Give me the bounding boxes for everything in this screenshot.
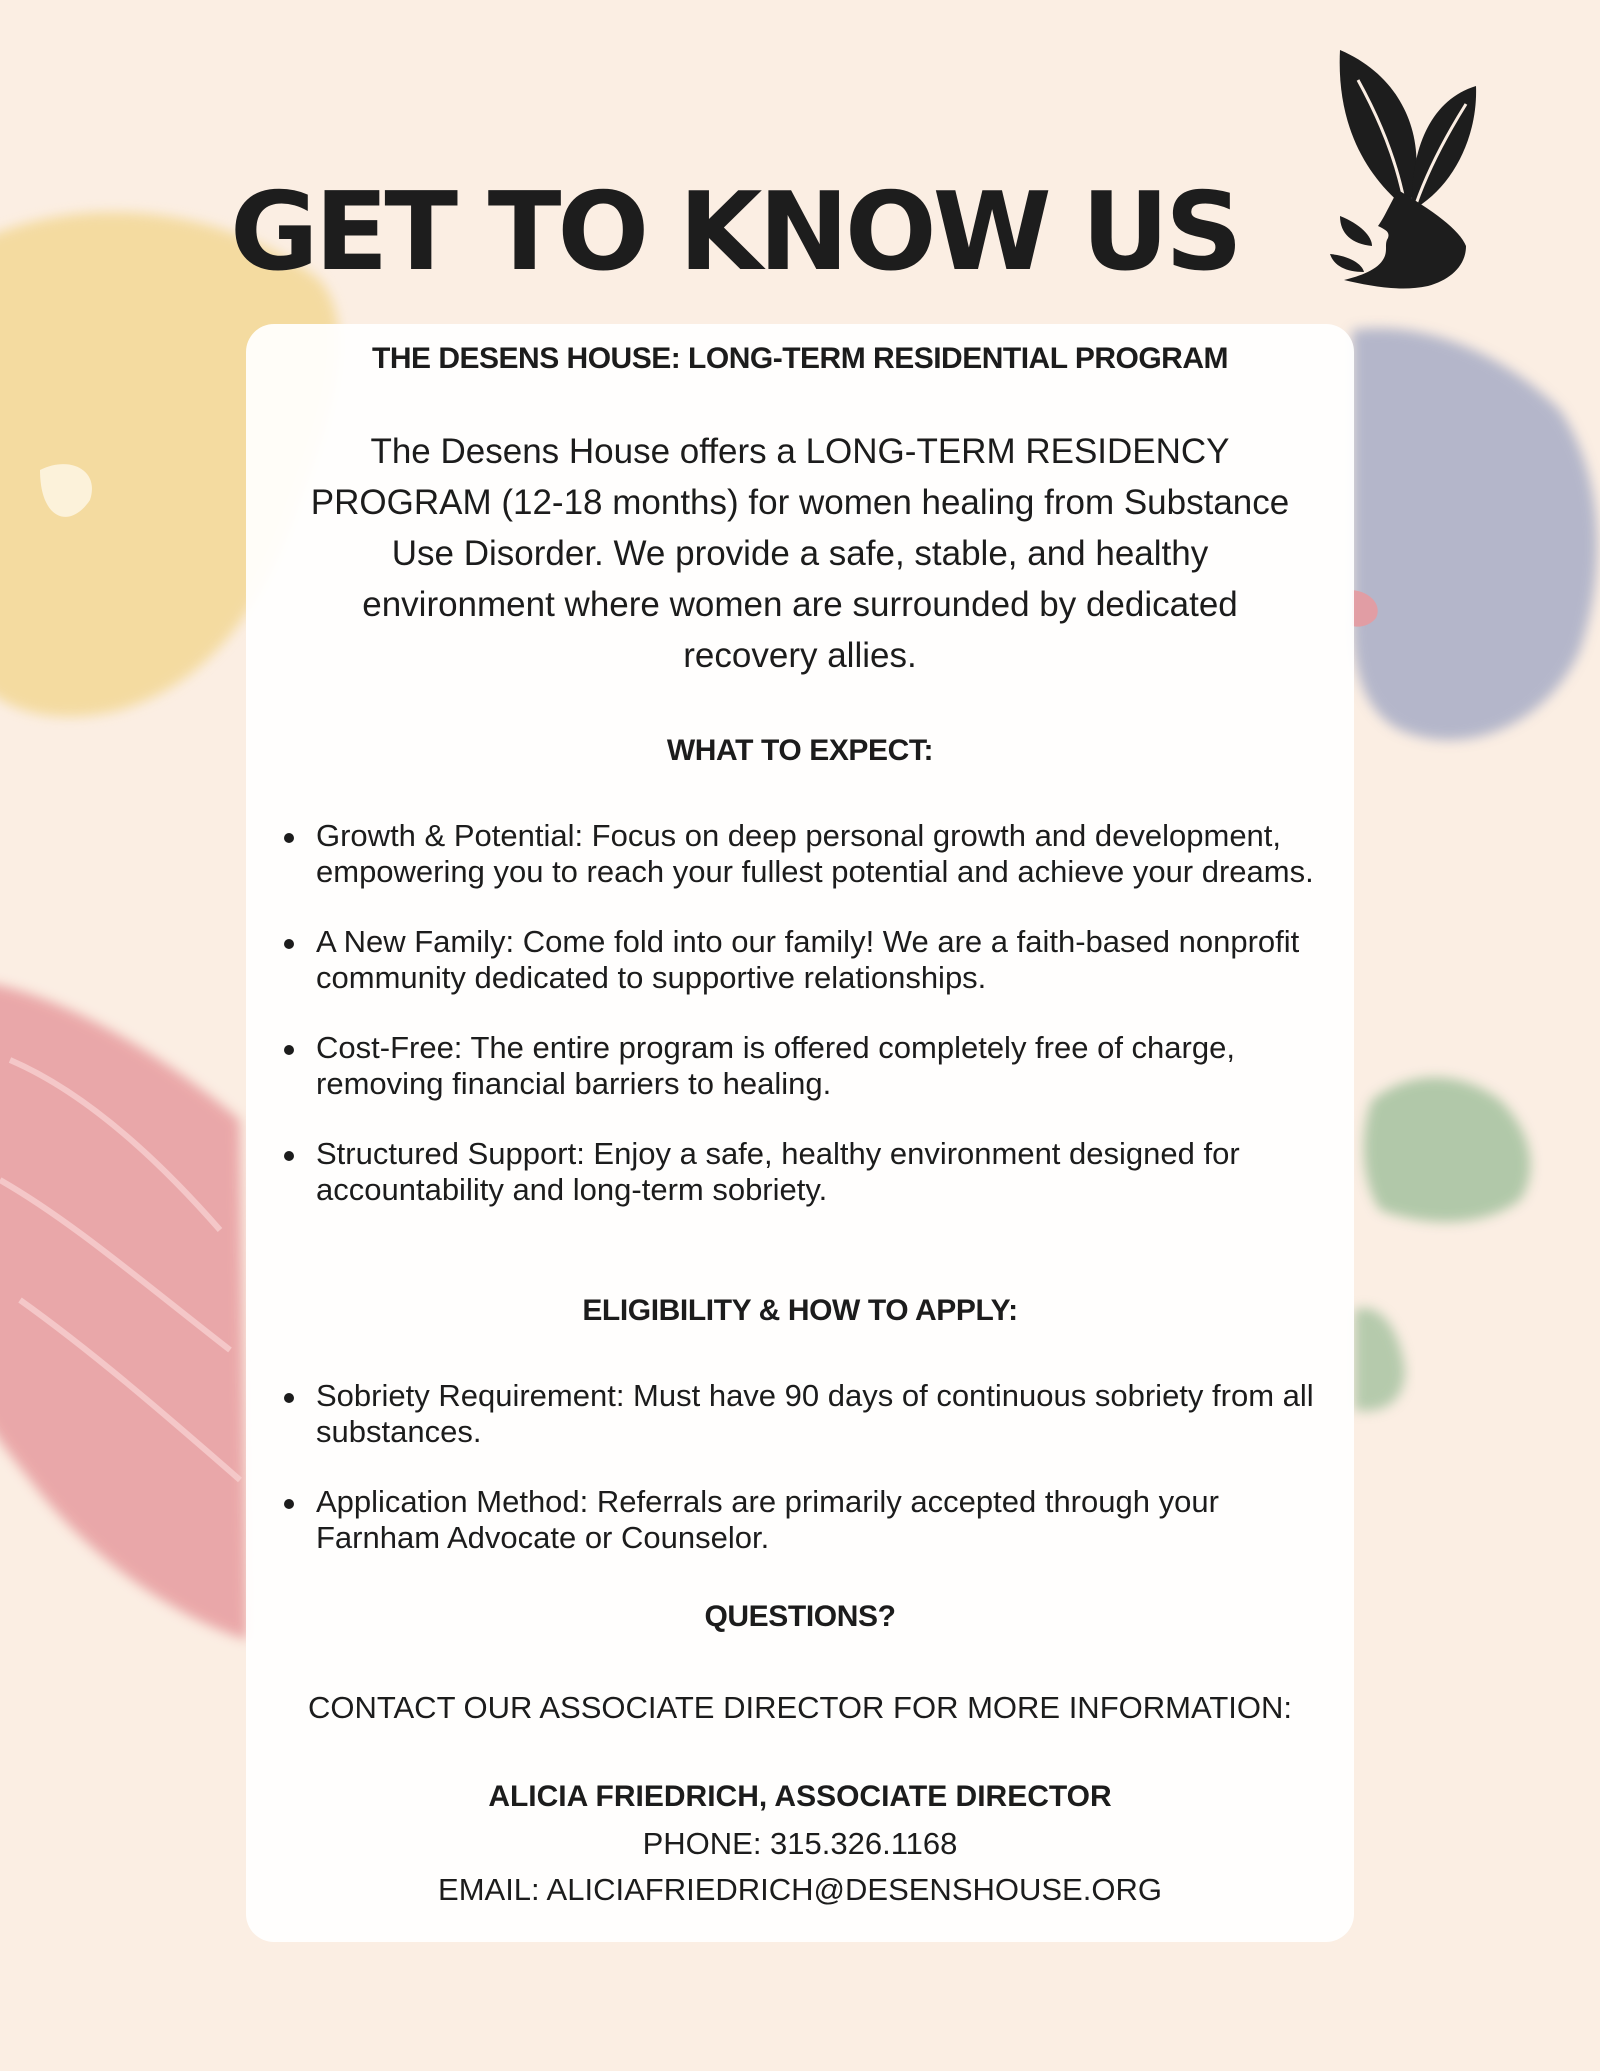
program-intro (260, 426, 1340, 681)
list-item-text: Growth & Potential: Focus on deep personal growth and development, empowering you to reach your fullest potential and achieve your dreams. (316, 818, 1314, 889)
bullet-icon (284, 1499, 294, 1509)
bullet-icon (284, 1151, 294, 1161)
questions-heading: QUESTIONS? (704, 1600, 896, 1633)
intro-line: The Desens House offers a LONG-TERM RESIDENCY (370, 432, 1230, 471)
contact-intro: CONTACT OUR ASSOCIATE DIRECTOR FOR MORE INFORMATION: (307, 1690, 1292, 1725)
list-item-text: Sobriety Requirement: Must have 90 days of continuous sobriety from all substances. (316, 1378, 1314, 1449)
intro-line: recovery allies. (683, 636, 917, 675)
director-phone[interactable]: PHONE: 315.326.1168 (642, 1826, 958, 1861)
what-to-expect-heading: WHAT TO EXPECT: (666, 734, 934, 767)
leaf-butterfly-face-icon (1300, 40, 1480, 300)
bullet-icon (284, 1393, 294, 1403)
list-item (276, 1030, 1340, 1102)
eligibility-heading: ELIGIBILITY & HOW TO APPLY: (582, 1294, 1018, 1327)
eligibility-list (276, 1378, 1340, 1556)
list-item (276, 818, 1340, 890)
green-brush-stroke-top (1364, 1078, 1531, 1222)
list-item (276, 1378, 1340, 1450)
director-name: ALICIA FRIEDRICH, ASSOCIATE DIRECTOR (488, 1780, 1112, 1813)
list-item-text: Cost-Free: The entire program is offered completely free of charge, removing financial barriers to healing. (316, 1030, 1235, 1101)
list-item-text: Application Method: Referrals are primarily accepted through your Farnham Advocate or Counselor. (316, 1484, 1219, 1555)
content-card (246, 324, 1354, 1942)
intro-line: PROGRAM (12-18 months) for women healing from Substance (310, 483, 1290, 522)
list-item (276, 1136, 1340, 1208)
blue-brush-stroke (1352, 328, 1597, 740)
bullet-icon (284, 833, 294, 843)
list-item-text: Structured Support: Enjoy a safe, healthy environment designed for accountability and long-term sobriety. (316, 1136, 1240, 1207)
list-item (276, 924, 1340, 996)
page-title: GET TO KNOW US (230, 170, 1239, 295)
expect-list (276, 818, 1340, 1208)
bullet-icon (284, 1045, 294, 1055)
director-email[interactable]: EMAIL: ALICIAFRIEDRICH@DESENSHOUSE.ORG (438, 1872, 1162, 1907)
intro-line: Use Disorder. We provide a safe, stable, and healthy (391, 534, 1209, 573)
program-title: THE DESENS HOUSE: LONG-TERM RESIDENTIAL PROGRAM (372, 342, 1228, 375)
list-item-text: A New Family: Come fold into our family! We are a faith-based nonprofit community dedicated to supportive relationships. (316, 924, 1300, 995)
bullet-icon (284, 939, 294, 949)
intro-line: environment where women are surrounded by dedicated (362, 585, 1238, 624)
green-brush-stroke-bottom (1354, 1308, 1405, 1411)
list-item (276, 1484, 1340, 1556)
